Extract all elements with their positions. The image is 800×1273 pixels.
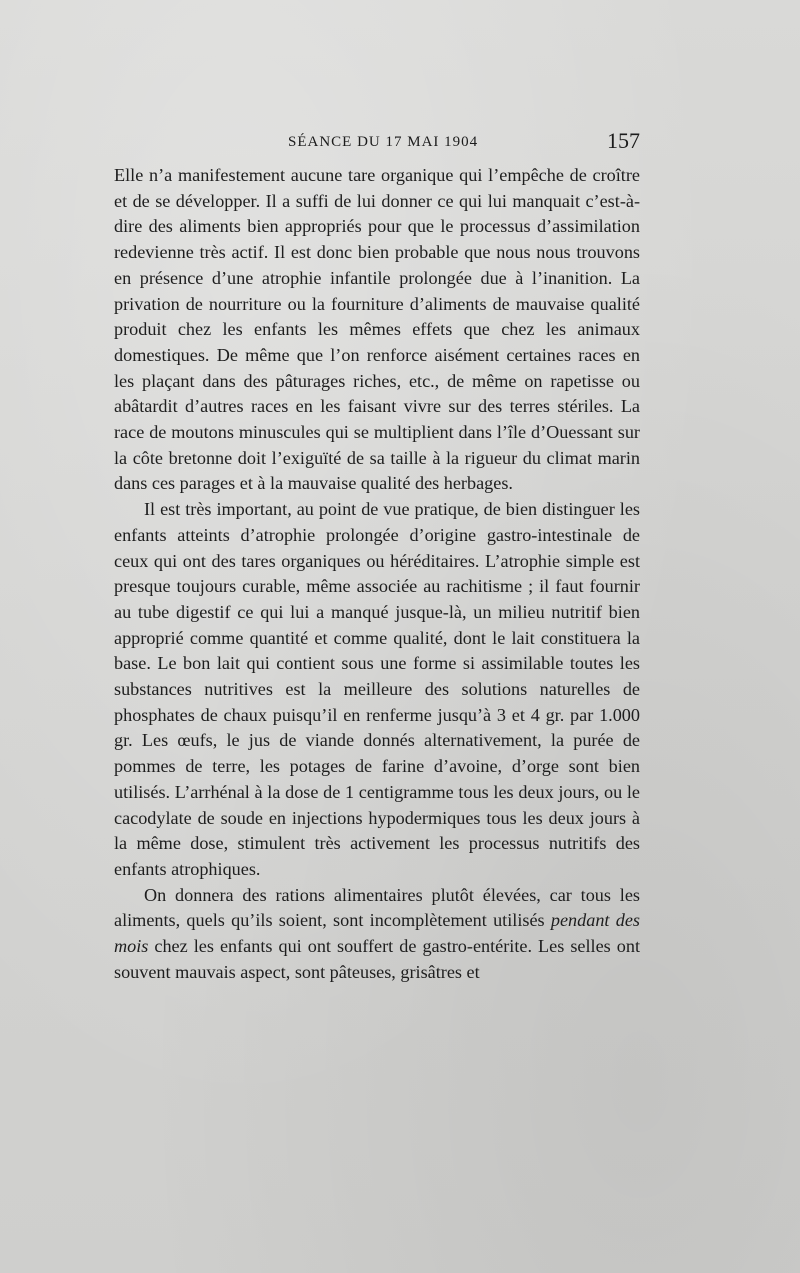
paragraph-1: Elle n’a manifestement aucune tare organique qui l’empêche de croître et de se développer. Il a suffi de lui donner ce qui lui manquait c’est-à-dire des aliments bien appropriés pour que le processus d’assimilation redevienne très actif. Il est donc bien probable que nous nous trouvons en présence d’une atrophie infantile prolongée due à l’inanition. La privation de nourriture ou la fourniture d’aliments de mauvaise qualité produit chez les enfants les mêmes effets que chez les animaux domestiques. De même que l’on renforce aisément certaines races en les plaçant dans des pâturages riches, etc., de même on rapetisse ou abâtardit d’autres races en les faisant vivre sur des terres stériles. La race de moutons minuscules qui se multiplient dans l’île d’Ouessant sur la côte bretonne doit l’exiguïté de sa taille à la rigueur du climat marin dans ces parages et à la mauvaise qualité des herbages. bbox=[114, 165, 640, 494]
paragraph-2: Il est très important, au point de vue pratique, de bien distinguer les enfants atteints d’atrophie prolongée d’origine gastro-intestinale de ceux qui ont des tares organiques ou héréditaires. L’atrophie simple est presque toujours curable, même associée au rachitisme ; il faut fournir au tube digestif ce qui lui a manqué jusque-là, un milieu nutritif bien approprié comme quantité et comme qualité, dont le lait constituera la base. Le bon lait qui contient sous une forme si assimilable toutes les substances nutritives est la meilleure des solutions naturelles de phosphates de chaux puisqu’il en renferme jusqu’à 3 et 4 gr. par 1.000 gr. Les œufs, le jus de viande donnés alternativement, la purée de pommes de terre, les potages de farine d’avoine, d’orge sont bien utilisés. L’arrhénal à la dose de 1 centigramme tous les deux jours, ou le cacodylate de soude en injections hypodermiques tous les deux jours à la même dose, stimulent très activement les processus nutritifs des enfants atrophiques. bbox=[114, 499, 640, 879]
paragraph-3 bbox=[114, 883, 640, 986]
page-number: 157 bbox=[607, 128, 640, 153]
paragraph-3-end: chez les enfants qui ont souffert de gastro-entérite. Les selles ont souvent mauvais aspect, sont pâteuses, grisâtres et bbox=[114, 936, 640, 982]
page-header bbox=[288, 128, 640, 158]
paragraph-3-start: On donnera des rations alimentaires plutôt élevées, car tous les aliments, quels qu’ils soient, sont incomplètement utilisés bbox=[114, 884, 640, 931]
running-title: SÉANCE DU 17 MAI 1904 bbox=[288, 134, 479, 150]
body-text bbox=[114, 163, 640, 986]
paragraph-3-italic: pendant des mois bbox=[114, 910, 640, 957]
